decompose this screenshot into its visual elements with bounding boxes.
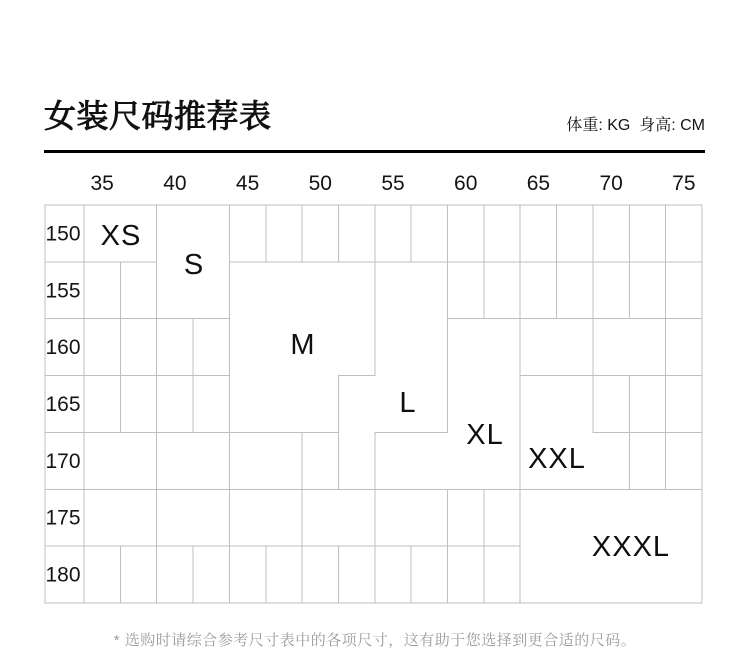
grid-cell [84,546,120,603]
grid-cell [84,432,157,489]
grid-cell [120,262,156,319]
grid-cell [193,376,229,433]
grid-cell [666,376,702,433]
grid-cell [375,546,411,603]
grid-cell [629,376,665,433]
weight-tick: 35 [90,172,114,195]
grid-cell [157,489,230,546]
grid-cell [193,319,229,376]
size-label: XXXL [591,531,671,563]
grid-cell [484,489,520,546]
grid-cell [593,205,629,262]
grid-cell [557,205,593,262]
weight-tick: 40 [163,172,187,195]
grid-cell [520,205,556,262]
size-label: S [183,249,205,281]
grid-cell [84,319,120,376]
grid-cell [120,319,156,376]
grid-cell [666,432,702,489]
height-tick: 165 [45,392,81,416]
size-label: XL [466,419,504,451]
weight-tick: 65 [526,172,551,195]
height-tick: 150 [45,222,81,246]
height-tick: 160 [45,336,81,360]
grid-cell [157,319,193,376]
grid-cell [120,546,156,603]
grid-cell [666,205,702,262]
grid-cell [593,319,666,376]
grid-cell [193,546,229,603]
grid-cell [302,205,338,262]
grid-cell [448,205,484,262]
grid-cell [448,546,484,603]
weight-tick: 70 [599,172,623,195]
grid-cell [666,262,702,319]
grid-cell [411,205,447,262]
units-legend: 体重: KG 身高: CM [566,117,705,134]
grid-cell [557,262,593,319]
grid-cell [484,205,520,262]
grid-cell [629,432,665,489]
grid-cell [229,546,265,603]
grid-cell [229,205,265,262]
grid-cell [338,205,374,262]
grid-cell [484,262,520,319]
grid-cell [484,546,520,603]
size-label: XS [100,220,142,252]
grid-cell [448,489,484,546]
grid-cell [302,546,338,603]
grid-cell [593,376,629,433]
grid-cell [448,262,484,319]
grid-cell [84,376,120,433]
grid-cell [120,376,156,433]
grid-cell [375,489,448,546]
grid-cell [157,432,230,489]
height-tick: 170 [45,449,81,473]
grid-cell [520,262,556,319]
grid-cell [629,205,665,262]
grid-cell [229,489,302,546]
grid-cell [338,546,374,603]
grid-cell [157,546,193,603]
footnote: * 选购时请综合参考尺寸表中的各项尺寸，这有助于您选择到更合适的尺码。 [113,632,637,649]
grid-cell [84,262,120,319]
grid-cell [593,262,629,319]
weight-tick: 60 [454,172,478,195]
grid-cell [411,546,447,603]
height-tick: 180 [45,563,81,587]
grid-cell [302,432,338,489]
size-label: L [399,387,417,419]
weight-tick: 55 [381,172,405,195]
grid-cell [157,376,193,433]
grid-cell [375,205,411,262]
grid-cell [302,489,375,546]
size-label: XXL [528,443,586,475]
grid-cell [84,489,157,546]
grid-cell [666,319,702,376]
grid-cell [266,546,302,603]
grid-cell [520,319,593,376]
height-tick: 175 [45,506,81,530]
grid-cell [229,432,302,489]
height-tick: 155 [45,279,81,303]
grid-cell [266,205,302,262]
size-label: M [290,329,316,361]
weight-tick: 75 [672,172,696,195]
grid-cell [629,262,665,319]
weight-tick: 50 [308,172,332,195]
weight-tick: 45 [235,172,260,195]
page-title: 女装尺码推荐表 [44,98,272,134]
